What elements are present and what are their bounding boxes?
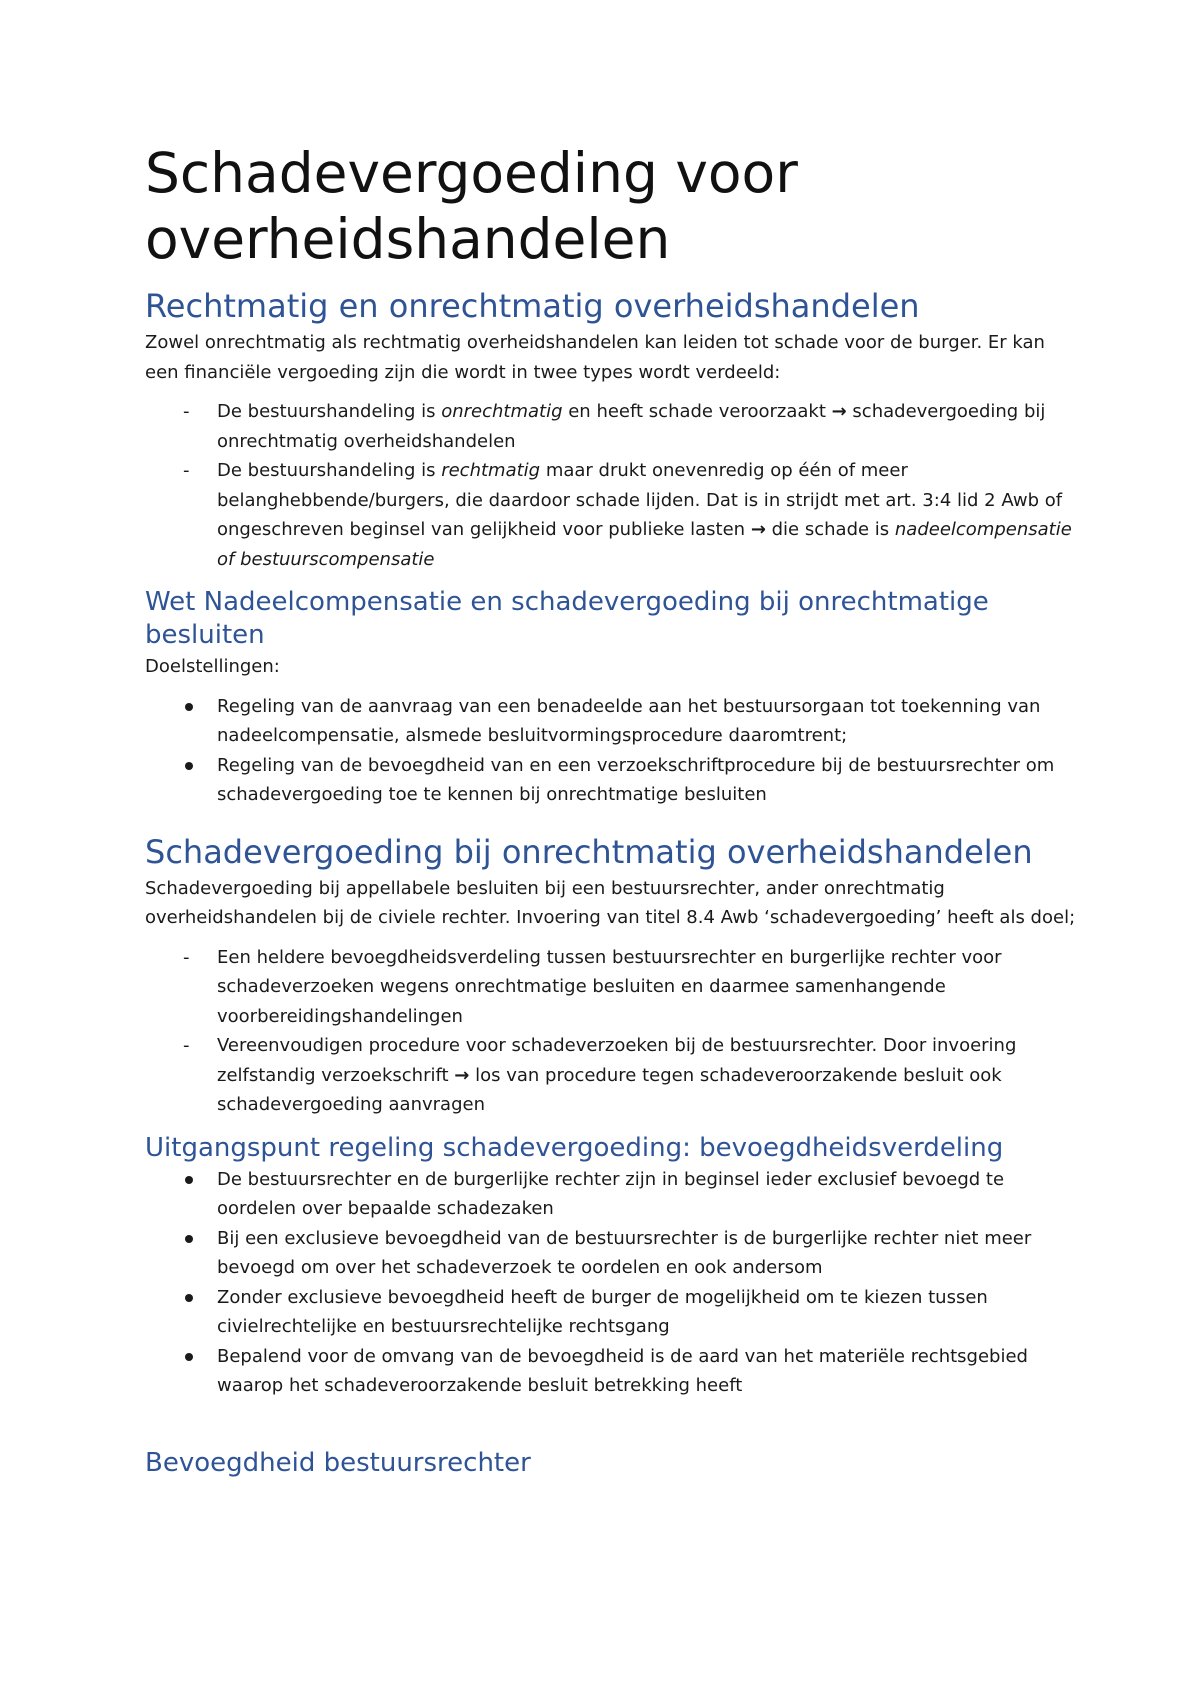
bullet-list [145, 1165, 1080, 1401]
list-item: De bestuursrechter en de burgerlijke rechter zijn in beginsel ieder exclusief bevoegd te oordelen over bepaalde schadezaken [145, 1165, 1080, 1224]
list-item: Regeling van de bevoegdheid van en een verzoekschriftprocedure bij de bestuursrechter om schadevergoeding toe te kennen bij onrechtmatige besluiten [145, 751, 1080, 810]
list-item: Regeling van de aanvraag van een benadeelde aan het bestuursorgaan tot toekenning van nadeelcompensatie, alsmede besluitvormingsprocedure daaromtrent; [145, 692, 1080, 751]
arrow-icon: → [454, 1064, 470, 1086]
list-item: Bepalend voor de omvang van de bevoegdheid is de aard van het materiële rechtsgebied waarop het schadeveroorzakende besluit betrekking heeft [145, 1342, 1080, 1401]
bullet-list [145, 692, 1080, 810]
bullet-marker [185, 1235, 193, 1243]
section-heading-wet-nadeelcompensatie: Wet Nadeelcompensatie en schadevergoeding bij onrechtmatige besluiten [145, 587, 989, 650]
document-title: Schadevergoeding voor overheidshandelen [145, 141, 798, 271]
section-heading-uitgangspunt: Uitgangspunt regeling schadevergoeding: bevoegdheidsverdeling [145, 1132, 1004, 1163]
dash-marker: - [183, 1035, 190, 1056]
arrow-icon: → [831, 401, 847, 422]
dash-list [145, 943, 1080, 1120]
section-heading-bevoegdheid: Bevoegdheid bestuursrechter [145, 1447, 531, 1478]
bullet-marker [185, 703, 193, 711]
dash-marker: - [183, 946, 190, 968]
dash-marker: - [183, 401, 190, 422]
list-item: - De bestuurshandeling is onrechtmatig en heeft schade veroorzaakt → schadevergoeding bij onrechtmatig overheidshandelen [145, 397, 1080, 456]
arrow-icon: → [750, 519, 766, 540]
list-item: Bij een exclusieve bevoegdheid van de bestuursrechter is de burgerlijke rechter niet meer bevoegd om over het schadeverzoek te oordelen en ook andersom [145, 1224, 1080, 1283]
bullet-marker [185, 1176, 193, 1184]
section-intro: Zowel onrechtmatig als rechtmatig overheidshandelen kan leiden tot schade voor de burger. Er kan een financiële vergoeding zijn die wordt in twee types wordt verdeeld: [145, 332, 1045, 383]
list-item: - Vereenvoudigen procedure voor schadeverzoeken bij de bestuursrechter. Door invoering zelfstandig verzoekschrift → los van procedure tegen schadeveroorzakende besluit ook schadevergoeding aanvragen [145, 1031, 1080, 1120]
section-label: Doelstellingen: [145, 656, 280, 677]
list-item: Zonder exclusieve bevoegdheid heeft de burger de mogelijkheid om te kiezen tussen civielrechtelijke en bestuursrechtelijke rechtsgang [145, 1283, 1080, 1342]
bullet-marker [185, 1353, 193, 1361]
section-intro: Schadevergoeding bij appellabele besluiten bij een bestuursrechter, ander onrechtmatig overheidshandelen bij de civiele rechter. Invoering van titel 8.4 Awb ‘schadevergoeding’ heeft als doel; [145, 877, 1076, 928]
bullet-marker [185, 762, 193, 770]
document-body [145, 140, 1080, 1480]
dash-list [145, 397, 1080, 574]
list-item: - Een heldere bevoegdheidsverdeling tussen bestuursrechter en burgerlijke rechter voor schadeverzoeken wegens onrechtmatige besluiten en daarmee samenhangende voorbereidingshandelingen [145, 943, 1080, 1032]
section-heading-rechtmatig: Rechtmatig en onrechtmatig overheidshandelen [145, 287, 920, 325]
bullet-marker [185, 1294, 193, 1302]
section-heading-schadevergoeding: Schadevergoeding bij onrechtmatig overheidshandelen [145, 832, 1033, 871]
dash-marker: - [183, 460, 190, 481]
list-item: - De bestuurshandeling is rechtmatig maar drukt onevenredig op één of meer belanghebbende/burgers, die daardoor schade lijden. Dat is in strijdt met art. 3:4 lid 2 Awb of ongeschreven beginsel van gelijkheid voor publieke lasten → die schade is nadeelcompensatie of bestuurscompensatie [145, 456, 1080, 574]
